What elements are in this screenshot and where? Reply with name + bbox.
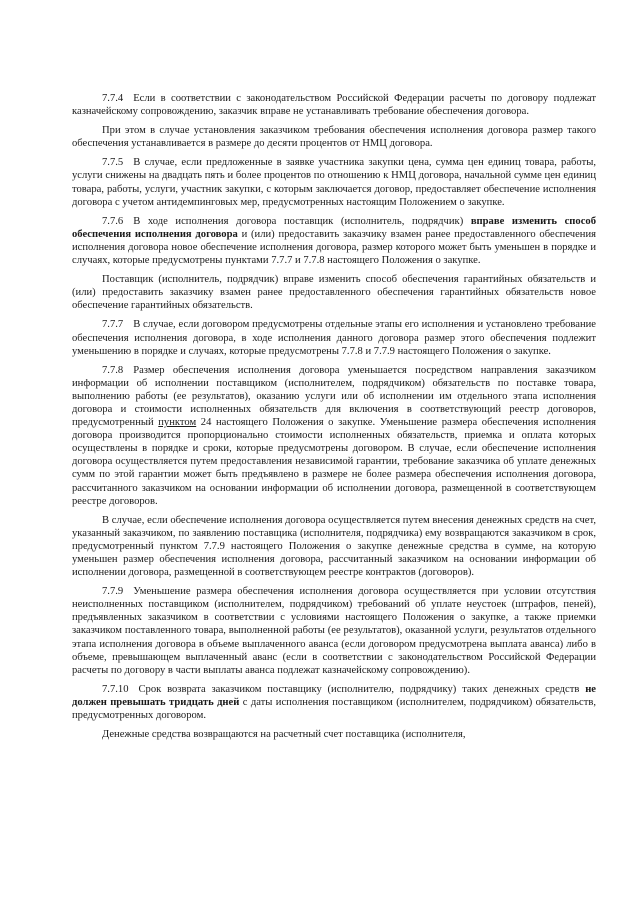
clause-paragraph bbox=[72, 92, 596, 118]
paragraph bbox=[72, 273, 596, 312]
clause-paragraph bbox=[72, 156, 596, 208]
text-segment: В случае, если предложенные в заявке участника закупки цена, сумма цен единиц товара, работы, услуги снижены на двадцать пять и более процентов по отношению к НМЦ договора, начальной сумме цен единиц товара, работы, услуги, участник закупки, с которым заключается договор, предоставляет обеспечение исполнения договора с учетом антидемпинговых мер, предусмотренных настоящим Положением о закупке. bbox=[72, 157, 596, 208]
clause-paragraph bbox=[72, 318, 596, 357]
clause-paragraph bbox=[72, 683, 596, 722]
text-segment: и (или) предоставить заказчику взамен ранее предоставленного обеспечения исполнения договора новое обеспечение исполнения договора, размер которого может быть уменьшен в порядке и случаях, которые предусмотрены пунктами 7.7.7 и 7.7.8 настоящего Положения о закупке. bbox=[72, 228, 596, 267]
emphasis-text: вправе изменить способ обеспечения исполнения договора bbox=[72, 215, 596, 240]
paragraph bbox=[72, 728, 596, 741]
clause-number: 7.7.8 bbox=[102, 364, 124, 376]
clause-number: 7.7.7 bbox=[102, 319, 124, 331]
document-body bbox=[72, 92, 596, 741]
paragraph bbox=[72, 514, 596, 579]
emphasis-text: не должен превышать тридцать дней bbox=[72, 683, 596, 708]
paragraph bbox=[72, 124, 596, 150]
text-segment: При этом в случае установления заказчиком требования обеспечения исполнения договора размер такого обеспечения устанавливается в размере до десяти процентов от НМЦ договора. bbox=[72, 125, 596, 150]
text-segment: Если в соответствии с законодательством Российской Федерации расчеты по договору подлежат казначейскому сопровождению, заказчик вправе не устанавливать требование обеспечения договора. bbox=[72, 93, 596, 118]
text-segment: Денежные средства возвращаются на расчетный счет поставщика (исполнителя, bbox=[102, 729, 466, 741]
text-segment: В случае, если обеспечение исполнения договора осуществляется путем внесения денежных средств на счет, указанный заказчиком, по заявлению поставщика (исполнителя, подрядчика) ему возвращаются заказчиком в срок, предусмотренный пунктом 7.7.9 настоящего Положения о закупке денежные средства в сумме, на которую уменьшен размер обеспечения исполнения договора, рассчитанный заказчиком на основании информации об исполнении договора, размещенной в соответствующем реестре контрактов (договоров). bbox=[72, 514, 596, 579]
text-segment: Размер обеспечения исполнения договора уменьшается посредством направления заказчиком информации об исполнении поставщиком (исполнителем, подрядчиком) обязательств по поставке товара, выполнению работы (ее результатов), оказанию услуги или об исполнении им отдельного этапа исполнения договора и стоимости исполненных обязательств для включения в соответствующий реестр договоров, предусмотренный bbox=[72, 364, 596, 429]
text-segment: с даты исполнения поставщиком (исполнителем, подрядчиком) обязательств, предусмотренных договором. bbox=[72, 696, 596, 722]
reference-link[interactable]: пунктом bbox=[158, 417, 197, 429]
text-segment: Уменьшение размера обеспечения исполнения договора осуществляется при условии отсутствия неисполненных поставщиком (исполнителем, подрядчиком) требований об уплате неустоек (штрафов, пеней), предъявленных заказчиком в соответствии с условиями настоящего Положения о закупке, а также приемки заказчиком поставленного товара, выполненной работы (ее результатов), оказанной услуги, результатов отдельного этапа исполнения договора в объеме выплаченного аванса (если договором предусмотрена выплата аванса) либо в объеме, превышающем выплаченный аванс (если в соответствии с законодательством Российской Федерации расчеты по договору в части выплаты аванса подлежат казначейскому сопровождению). bbox=[72, 586, 596, 676]
clause-number: 7.7.10 bbox=[102, 683, 129, 695]
clause-number: 7.7.4 bbox=[102, 93, 124, 104]
clause-paragraph bbox=[72, 585, 596, 677]
text-segment: В ходе исполнения договора поставщик (исполнитель, подрядчик) bbox=[133, 215, 471, 227]
clause-number: 7.7.5 bbox=[102, 157, 124, 169]
clause-number: 7.7.6 bbox=[102, 215, 124, 227]
text-segment: 24 настоящего Положения о закупке. Уменьшение размера обеспечения исполнения договора производится пропорционально стоимости исполненных обязательств, приемка и оплата которых осуществлены в порядке и сроки, которые предусмотрены договором. В случае, если обеспечение исполнения договора осуществляется путем предоставления независимой гарантии, требование заказчика об уплате денежных сумм по этой гарантии может быть предъявлено в размере не более размера обеспечения исполнения договора, рассчитанного заказчиком на основании информации об исполнении договора, размещенной в соответствующем реестре договоров. bbox=[72, 417, 596, 507]
text-segment: В случае, если договором предусмотрены отдельные этапы его исполнения и установлено требование обеспечения исполнения договора, в ходе исполнения данного договора размер этого обеспечения подлежит уменьшению в порядке и случаях, которые предусмотрены 7.7.8 и 7.7.9 настоящего Положения о закупке. bbox=[72, 319, 596, 357]
clause-paragraph bbox=[72, 215, 596, 267]
text-segment: Поставщик (исполнитель, подрядчик) вправе изменить способ обеспечения гарантийных обязательств и (или) предоставить заказчику взамен ранее предоставленного обеспечения гарантийных обязательств новое обеспечение гарантийных обязательств. bbox=[72, 274, 596, 312]
clause-number: 7.7.9 bbox=[102, 586, 124, 598]
clause-paragraph bbox=[72, 364, 596, 508]
text-segment: Срок возврата заказчиком поставщику (исполнителю, подрядчику) таких денежных средств bbox=[138, 683, 586, 695]
